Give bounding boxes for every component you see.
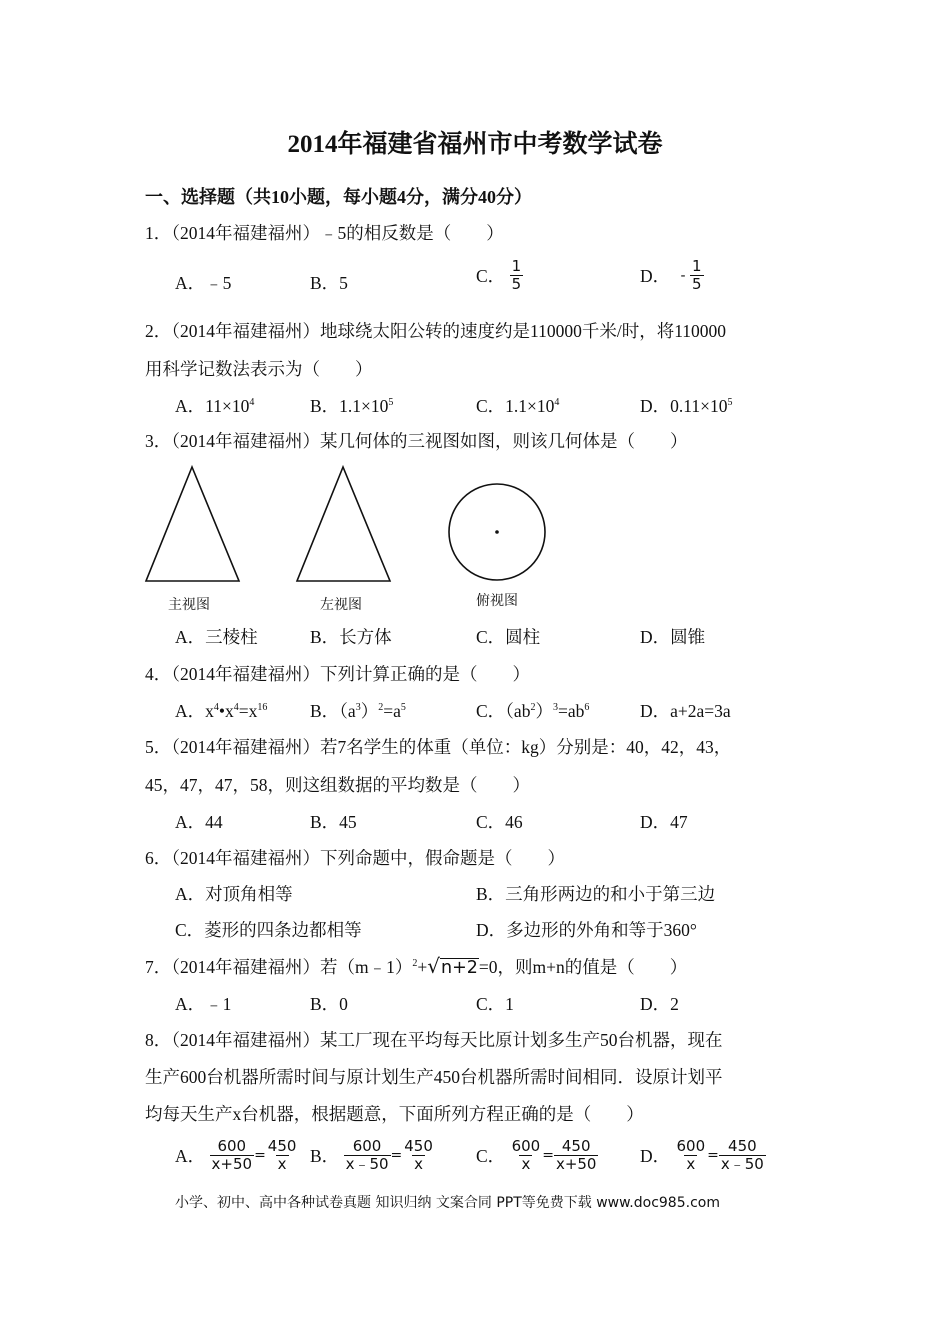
left-view-triangle xyxy=(297,467,390,581)
three-view-figure xyxy=(140,460,560,590)
q5-option-d: D．47 xyxy=(640,812,688,832)
question-5-line-1: 5．（2014年福建福州）若7名学生的体重（单位：kg）分别是：40，42，43， xyxy=(145,737,732,757)
q7-option-d: D．2 xyxy=(640,994,679,1014)
q3-option-d: D．圆锥 xyxy=(640,627,706,647)
question-8-line-1: 8．（2014年福建福州）某工厂现在平均每天比原计划多生产50台机器，现在 xyxy=(145,1030,723,1050)
front-view-caption: 主视图 xyxy=(168,597,210,613)
q4-option-d: D．a+2a=3a xyxy=(640,701,731,721)
q3-option-a: A．三棱柱 xyxy=(175,627,258,647)
q8-option-c: C． $\frac{600}{x}$ = $\frac{450}{x+50}$ xyxy=(476,1137,597,1173)
q2-option-d: D．$0.11\times 10^5$ xyxy=(640,396,733,416)
question-4-stem: 4．（2014年福建福州）下列计算正确的是（ ） xyxy=(145,664,530,684)
page-title: 2014年福建省福州市中考数学试卷 xyxy=(287,131,663,158)
question-1-stem: 1．（2014年福建福州）﹣5的相反数是（ ） xyxy=(145,223,504,243)
q4-option-a: A．$x^4•x^4=x^{16}$ xyxy=(175,701,268,721)
q2-option-a: A．$11\times 10^4$ xyxy=(175,396,255,416)
q7-option-b: B．0 xyxy=(310,994,348,1014)
q1-option-a: A．﹣5 xyxy=(175,273,232,293)
q4-option-c: C．$(ab^2)^3=ab^6$ xyxy=(476,701,590,721)
q5-option-b: B．45 xyxy=(310,812,357,832)
left-view-caption: 左视图 xyxy=(320,597,362,613)
q1-option-b: B．5 xyxy=(310,273,348,293)
q3-option-c: C．圆柱 xyxy=(476,627,541,647)
q7-option-c: C．1 xyxy=(476,994,514,1014)
q5-option-a: A．44 xyxy=(175,812,223,832)
question-5-line-2: 45，47，47，58，则这组数据的平均数是（ ） xyxy=(145,775,530,795)
q8-option-b: B． $\frac{600}{x﹣50}$ = $\frac{450}{x}$ xyxy=(310,1137,433,1173)
q3-option-b: B．长方体 xyxy=(310,627,392,647)
q8-option-a: A． $\frac{600}{x+50}$ = $\frac{450}{x}$ xyxy=(175,1137,297,1173)
q1-option-c: C． $\frac{1}{5}$ xyxy=(476,257,522,293)
question-7-stem: 7．（2014年福建福州）若（m﹣1）$^2$+√n+2=0，则m+n的值是（ ） xyxy=(145,954,688,978)
question-6-stem: 6．（2014年福建福州）下列命题中，假命题是（ ） xyxy=(145,848,565,868)
front-view-triangle xyxy=(146,467,239,581)
q4-option-b: B．$(a^3)^2=a^5$ xyxy=(310,701,406,721)
q5-option-c: C．46 xyxy=(476,812,523,832)
question-2-line-1: 2．（2014年福建福州）地球绕太阳公转的速度约是110000千米/时，将110000 xyxy=(145,321,727,341)
question-8-line-2: 生产600台机器所需时间与原计划生产450台机器所需时间相同．设原计划平 xyxy=(145,1067,723,1087)
q6-option-c: C．菱形的四条边都相等 xyxy=(175,920,362,940)
q6-option-d: D．多边形的外角和等于360° xyxy=(476,920,697,940)
q7-option-a: A．﹣1 xyxy=(175,994,232,1014)
page-footer: 小学、初中、高中各种试卷真题 知识归纳 文案合同 PPT等免费下载 www.doc985.com xyxy=(175,1195,720,1211)
q8-option-d: D． $\frac{600}{x}$ = $\frac{450}{x﹣50}$ xyxy=(640,1137,764,1173)
q2-option-c: C．$1.1\times 10^4$ xyxy=(476,396,560,416)
question-8-line-3: 均每天生产x台机器，根据题意，下面所列方程正确的是（ ） xyxy=(145,1104,644,1124)
q6-option-a: A．对顶角相等 xyxy=(175,884,293,904)
radical-sign: √ xyxy=(427,954,440,978)
question-2-line-2: 用科学记数法表示为（ ） xyxy=(145,359,373,379)
question-3-stem: 3．（2014年福建福州）某几何体的三视图如图，则该几何体是（ ） xyxy=(145,431,688,451)
top-view-center-dot xyxy=(495,530,499,534)
top-view-caption: 俯视图 xyxy=(476,593,518,609)
q1-option-d: D． - $\frac{1}{5}$ xyxy=(640,257,702,293)
q2-option-b: B．$1.1\times 10^5$ xyxy=(310,396,394,416)
q6-option-b: B．三角形两边的和小于第三边 xyxy=(476,884,716,904)
section-heading: 一、选择题（共10小题，每小题4分，满分40分） xyxy=(145,187,532,207)
